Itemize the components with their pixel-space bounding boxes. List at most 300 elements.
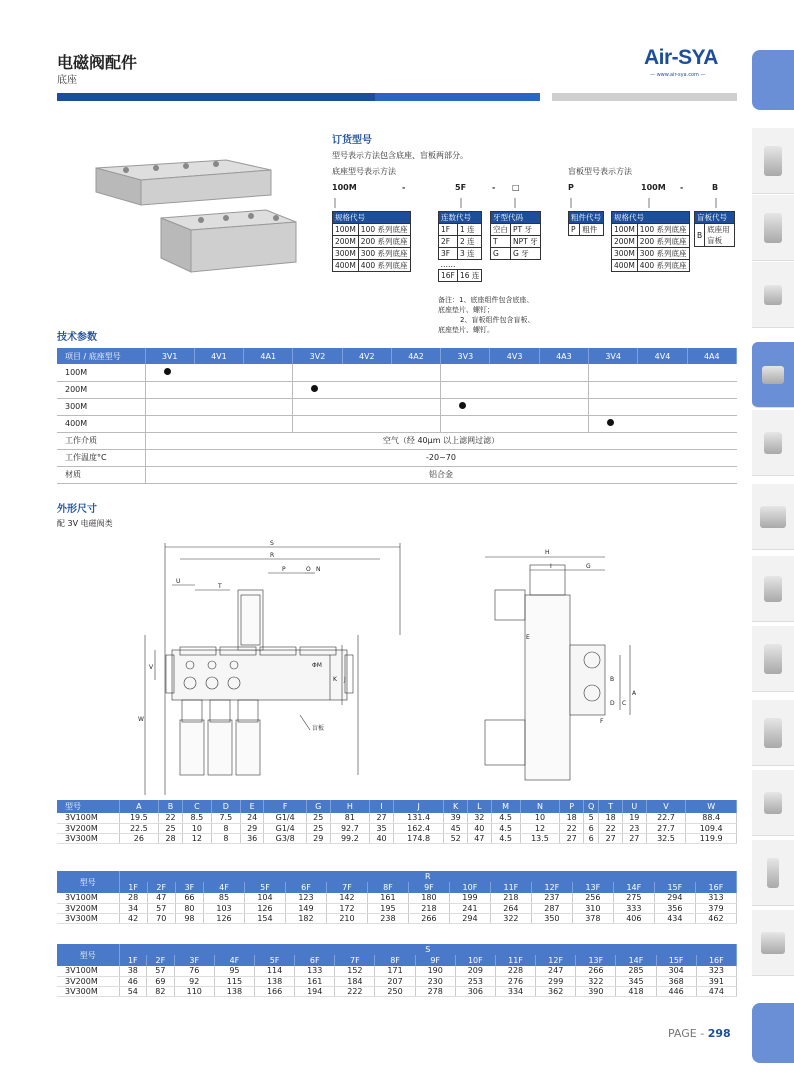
tech-spec-table	[57, 348, 737, 484]
table-cell: 182	[285, 913, 326, 923]
table-cell: 22	[560, 823, 584, 833]
dim-col-1: 2F	[147, 955, 175, 966]
dim-col-16: Q	[583, 800, 598, 813]
table-cell: 123	[285, 893, 326, 903]
table-cell: 45	[444, 823, 468, 833]
table-cell: 22.5	[119, 823, 159, 833]
table-row	[57, 986, 737, 996]
dims-heading: 外形尺寸	[57, 504, 97, 515]
table-cell: 180	[408, 893, 449, 903]
table-cell: 36	[240, 833, 264, 843]
table-cell: 264	[490, 903, 531, 913]
base-code-sep: -	[402, 183, 406, 192]
dim-col-8: 9F	[408, 882, 449, 893]
tech-col-12: 4A4	[687, 348, 736, 364]
side-nav-regulator[interactable]	[752, 262, 794, 328]
dim-label-h: H	[545, 549, 550, 556]
table-cell: 166	[255, 986, 295, 996]
table-cell: 278	[415, 986, 455, 996]
actuator-icon	[764, 718, 782, 748]
dim-col-6: F	[264, 800, 306, 813]
table-cell: 7.5	[211, 813, 240, 823]
table-cell: 3V300M	[57, 986, 119, 996]
table-cell: 25	[306, 813, 330, 823]
table-cell: 266	[576, 966, 616, 976]
table-cell: 247	[536, 966, 576, 976]
table-cell: 104	[245, 893, 286, 903]
table-cell: 174.8	[393, 833, 443, 843]
base-code-sep2: -	[492, 183, 496, 192]
tech-cell	[441, 398, 589, 415]
tech-cell	[441, 415, 589, 432]
table-cell: G1/4	[264, 823, 306, 833]
table-cell: 3V100M	[57, 813, 119, 823]
dim-col-14: N	[520, 800, 560, 813]
applicable-dot	[164, 368, 171, 375]
dim-col-7: 8F	[367, 882, 408, 893]
table-cell: 218	[408, 903, 449, 913]
table-cell: 27	[623, 833, 647, 843]
order-heading: 订货型号	[332, 135, 372, 146]
page-subtitle: 底座	[57, 75, 77, 86]
count-code-table: 连数代号 1F 1 连 2F 2 连 3F 3 连 …… 16F 16 连	[438, 211, 482, 282]
valve-icon	[764, 432, 782, 454]
filter-bowl-icon	[764, 213, 782, 243]
table-cell: 103	[204, 903, 245, 913]
table-cell: 275	[613, 893, 654, 903]
table-cell: 152	[335, 966, 375, 976]
table-cell: 306	[455, 986, 495, 996]
pump-icon	[764, 576, 782, 602]
table-cell: 119.9	[686, 833, 737, 843]
blind-code-sep: -	[680, 183, 684, 192]
table-cell: 230	[415, 976, 455, 986]
side-nav-actuator[interactable]	[752, 700, 794, 766]
table-cell: 266	[408, 913, 449, 923]
table-cell: 406	[613, 913, 654, 923]
blind-method-label: 盲板型号表示方法	[568, 167, 632, 176]
dim-label-f: F	[600, 718, 604, 725]
dim-col-11: K	[444, 800, 468, 813]
dim-col-4: 5F	[245, 882, 286, 893]
tech-col-0: 项目 / 底座型号	[57, 348, 145, 364]
table-cell: 241	[449, 903, 490, 913]
table-cell: 92	[174, 976, 214, 986]
table-cell: 462	[695, 913, 736, 923]
table-cell: 161	[295, 976, 335, 986]
table-row	[57, 813, 737, 823]
table-cell: 3V100M	[57, 966, 119, 976]
table-cell: 313	[695, 893, 736, 903]
tech-row-label: 400M	[57, 415, 145, 432]
dim-label-j: J	[344, 676, 346, 683]
base-code-count: 5F	[455, 183, 467, 192]
side-nav-pump[interactable]	[752, 556, 794, 622]
table-cell: 47	[467, 833, 491, 843]
tech-col-6: 4A2	[391, 348, 440, 364]
table-row	[57, 893, 737, 903]
table-cell: 334	[495, 986, 535, 996]
base-code-thread: □	[512, 183, 520, 192]
solenoid-valve-icon	[762, 366, 784, 384]
page-number: PAGE - 298	[668, 1027, 731, 1040]
table-cell: 95	[214, 966, 254, 976]
side-nav-solenoid[interactable]	[752, 342, 794, 408]
dims-table-s: 型号 S 1F 2F 3F 4F 5F 6F 7F 8F 9F 10F 11F 12F 13F 14F 15F 16F 3V100M 38 57 76 95 114 133 152 171 190 209 228 247 266 285 304 323 3V200M 46 69 92 115 138 161 184 207 230 253 276 299 322 345 368 391 3V300M 54 82 110 138 166 194 222 250 278 306 334 362 390 418 446 474	[57, 944, 737, 997]
table-cell: 237	[531, 893, 572, 903]
table-cell: 18	[560, 813, 584, 823]
tool-icon	[761, 932, 785, 954]
table-cell: 54	[119, 986, 147, 996]
table-cell: 10	[182, 823, 211, 833]
dim-col-8: 9F	[415, 955, 455, 966]
dim-label-n: N	[316, 566, 321, 573]
table-cell: 29	[240, 823, 264, 833]
spec-code-head: 规格代号	[333, 212, 411, 224]
table-cell: 253	[455, 976, 495, 986]
tech-cell	[293, 364, 441, 381]
tech-cell	[589, 398, 737, 415]
table-cell: 29	[306, 833, 330, 843]
side-tab-bottom[interactable]	[752, 1003, 794, 1063]
applicable-dot	[459, 402, 466, 409]
table-cell: 209	[455, 966, 495, 976]
thread-code-table: 牙型代码 空白 PT 牙 T NPT 牙 G G 牙	[490, 211, 541, 260]
table-cell: 142	[326, 893, 367, 903]
tech-row-label: 工作介质	[57, 432, 145, 449]
dim-col-12: 13F	[572, 882, 613, 893]
dim-col-13: 14F	[616, 955, 656, 966]
table-cell: 22	[599, 823, 623, 833]
table-cell: 149	[285, 903, 326, 913]
tech-cell	[145, 398, 293, 415]
table-cell: 434	[654, 913, 695, 923]
tech-row	[57, 364, 737, 381]
table-cell: 25	[306, 823, 330, 833]
dim-col-9: 10F	[455, 955, 495, 966]
table-cell: 6	[583, 823, 598, 833]
applicable-dot	[607, 419, 614, 426]
applicable-dot	[311, 385, 318, 392]
dim-col-5: E	[240, 800, 264, 813]
table-cell: 161	[367, 893, 408, 903]
blind-spec-table: 规格代号 100M 100 系列底座 200M 200 系列底座 300M 300 系列底座 400M 400 系列底座	[611, 211, 690, 272]
table-cell: 115	[214, 976, 254, 986]
table-cell: 18	[599, 813, 623, 823]
tech-col-3: 4A1	[244, 348, 293, 364]
table-cell: 207	[375, 976, 415, 986]
tech-row-value: 铝合金	[145, 466, 737, 483]
table-cell: 70	[147, 913, 175, 923]
table-cell: 256	[572, 893, 613, 903]
table-cell: 27	[599, 833, 623, 843]
dim-col-3: 4F	[204, 882, 245, 893]
table-cell: 38	[119, 966, 147, 976]
table-cell: 57	[147, 903, 175, 913]
table-cell: 162.4	[393, 823, 443, 833]
table-cell: 46	[119, 976, 147, 986]
table-cell: 3V300M	[57, 833, 119, 843]
table-cell: 8	[211, 833, 240, 843]
dim-label-t: T	[218, 583, 222, 590]
dim-label-s: S	[270, 540, 274, 547]
tech-row	[57, 398, 737, 415]
dims-table-r: 型号 R 1F 2F 3F 4F 5F 6F 7F 8F 9F 10F 11F 12F 13F 14F 15F 16F 3V100M 28 47 66 85 104 123 142 161 180 199 218 237 256 275 294 313 3V200M 34 57 80 103 126 149 172 195 218 241 264 287 310 333 356 379 3V300M 42 70 98 126 154 182 210 238 266 294 322 350 378 406 434 462	[57, 871, 737, 924]
dim-col-1: 2F	[147, 882, 175, 893]
table-cell: 310	[572, 903, 613, 913]
table-cell: 238	[367, 913, 408, 923]
table-cell: 34	[119, 903, 147, 913]
table-cell: 42	[119, 913, 147, 923]
table-cell: 304	[656, 966, 696, 976]
table-cell: 287	[531, 903, 572, 913]
brand-url: — www.air-sya.com —	[650, 72, 706, 78]
side-nav-valve-3[interactable]	[752, 484, 794, 550]
fitting-icon	[764, 792, 782, 814]
table-cell: 131.4	[393, 813, 443, 823]
table-cell: 66	[175, 893, 203, 903]
dim-col-20: W	[686, 800, 737, 813]
table-cell: 6	[583, 833, 598, 843]
blind-code-plate: B	[712, 183, 719, 192]
dim-label-i: I	[550, 563, 552, 570]
tech-row-value: -20~70	[145, 449, 737, 466]
filter-icon	[764, 146, 782, 176]
tech-cell	[145, 381, 293, 398]
tech-heading: 技术参数	[57, 332, 97, 343]
table-cell: 345	[616, 976, 656, 986]
table-row	[57, 823, 737, 833]
table-cell: 210	[326, 913, 367, 923]
dim-col-19: V	[646, 800, 686, 813]
dim-col-14: 15F	[656, 955, 696, 966]
dim-col-12: L	[467, 800, 491, 813]
tech-col-2: 4V1	[194, 348, 243, 364]
tech-col-5: 4V2	[342, 348, 391, 364]
table-cell: 69	[147, 976, 175, 986]
table-cell: 294	[449, 913, 490, 923]
dim-col-5: 6F	[285, 882, 326, 893]
table-cell: 154	[245, 913, 286, 923]
table-cell: 110	[174, 986, 214, 996]
table-cell: 92.7	[330, 823, 370, 833]
table-cell: 194	[295, 986, 335, 996]
side-nav-filter-2[interactable]	[752, 195, 794, 261]
dim-col-6: 7F	[326, 882, 367, 893]
manifold-icon	[760, 506, 786, 528]
table-cell: 4.5	[491, 823, 520, 833]
dim-col-0: 1F	[119, 955, 147, 966]
table-cell: 12	[182, 833, 211, 843]
table-cell: 379	[695, 903, 736, 913]
table-cell: 98	[175, 913, 203, 923]
table-cell: 368	[656, 976, 696, 986]
table-cell: 12	[520, 823, 560, 833]
dim-label-m: ΦM	[312, 662, 322, 669]
side-tab-top[interactable]	[752, 50, 794, 110]
table-row	[57, 976, 737, 986]
tech-cell	[145, 415, 293, 432]
table-cell: 333	[613, 903, 654, 913]
side-nav-fitting[interactable]	[752, 770, 794, 836]
table-cell: 195	[367, 903, 408, 913]
table-cell: 8	[211, 823, 240, 833]
table-cell: 218	[490, 893, 531, 903]
table-cell: 22	[159, 813, 183, 823]
table-cell: 109.4	[686, 823, 737, 833]
table-cell: 446	[656, 986, 696, 996]
tech-cell	[293, 398, 441, 415]
dim-label-p: P	[282, 566, 286, 573]
tech-cell	[441, 364, 589, 381]
brand-logo: Air-SYA	[644, 46, 718, 69]
blind-code-spec: 100M	[641, 183, 666, 192]
table-cell: 133	[295, 966, 335, 976]
table-cell: 3V200M	[57, 823, 119, 833]
table-row	[57, 833, 737, 843]
table-cell: 184	[335, 976, 375, 986]
table-cell: 23	[623, 823, 647, 833]
table-cell: 294	[654, 893, 695, 903]
dim-col-10: 11F	[490, 882, 531, 893]
dim-label-g: G	[586, 563, 591, 570]
table-cell: 126	[204, 913, 245, 923]
dim-col-13: 14F	[613, 882, 654, 893]
cylinder-icon	[764, 644, 782, 674]
dim-col-9: I	[370, 800, 394, 813]
dim-col-2: 3F	[175, 882, 203, 893]
dim-col-12: 13F	[576, 955, 616, 966]
table-cell: 3V300M	[57, 913, 119, 923]
table-cell: 114	[255, 966, 295, 976]
tech-cell	[589, 364, 737, 381]
table-cell: 39	[444, 813, 468, 823]
table-cell: 356	[654, 903, 695, 913]
table-cell: 4.5	[491, 813, 520, 823]
dim-col-11: 12F	[536, 955, 576, 966]
tech-row-label: 300M	[57, 398, 145, 415]
table-cell: 172	[326, 903, 367, 913]
tech-row-label: 工作温度°C	[57, 449, 145, 466]
table-cell: 85	[204, 893, 245, 903]
dim-label-v: V	[149, 664, 154, 671]
table-cell: 47	[147, 893, 175, 903]
dim-col-18: U	[623, 800, 647, 813]
tech-row	[57, 415, 737, 432]
dim-col-15: 16F	[695, 882, 736, 893]
dim-col-10: 11F	[495, 955, 535, 966]
side-nav-cylinder[interactable]	[752, 626, 794, 692]
tech-row	[57, 432, 737, 449]
tech-cell	[293, 381, 441, 398]
dim-col-4: D	[211, 800, 240, 813]
dim-col-5: 6F	[295, 955, 335, 966]
tech-cell	[145, 364, 293, 381]
table-cell: 3V100M	[57, 893, 119, 903]
table-row	[57, 966, 737, 976]
tech-cell	[589, 415, 737, 432]
base-code-spec: 100M	[332, 183, 357, 192]
table-cell: 32	[467, 813, 491, 823]
dim-col-7: 8F	[375, 955, 415, 966]
dim-label-b: B	[610, 676, 615, 683]
table-cell: 199	[449, 893, 490, 903]
spec-code-table: 规格代号 100M 100 系列底座 200M 200 系列底座 300M 300 系列底座 400M 400 系列底座	[332, 211, 411, 272]
side-nav-silencer[interactable]	[752, 840, 794, 906]
table-cell: 474	[696, 986, 736, 996]
tech-col-8: 4V3	[490, 348, 539, 364]
count-code-head: 连数代号	[439, 212, 482, 224]
tech-col-1: 3V1	[145, 348, 194, 364]
table-cell: 27.7	[646, 823, 686, 833]
tech-row	[57, 466, 737, 483]
table-cell: 13.5	[520, 833, 560, 843]
tech-cell	[589, 381, 737, 398]
dim-label-a: A	[632, 690, 637, 697]
dimension-drawing	[100, 535, 640, 795]
table-cell: 52	[444, 833, 468, 843]
table-cell: 362	[536, 986, 576, 996]
table-cell: 27	[370, 813, 394, 823]
tech-row-label: 100M	[57, 364, 145, 381]
table-cell: G1/4	[264, 813, 306, 823]
dim-label-blind: 盲板	[312, 725, 325, 732]
dim-col-10: J	[393, 800, 443, 813]
regulator-icon	[764, 285, 782, 305]
dim-col-0: 型号	[57, 800, 119, 813]
dim-label-r: R	[270, 552, 275, 559]
dim-label-d: D	[610, 700, 615, 707]
table-cell: 99.2	[330, 833, 370, 843]
dim-col-7: G	[306, 800, 330, 813]
tech-col-10: 3V4	[589, 348, 638, 364]
tech-col-7: 3V3	[441, 348, 490, 364]
side-nav-filter-1[interactable]	[752, 128, 794, 194]
table-cell: 323	[696, 966, 736, 976]
table-cell: 228	[495, 966, 535, 976]
dim-col-4: 5F	[255, 955, 295, 966]
header-bar-accent	[375, 93, 540, 101]
table-cell: 32.5	[646, 833, 686, 843]
dim-col-9: 10F	[449, 882, 490, 893]
table-cell: 390	[576, 986, 616, 996]
blind-part-table: 粗件代号 P 粗件	[568, 211, 604, 236]
side-nav-tool[interactable]	[752, 910, 794, 976]
table-cell: 88.4	[686, 813, 737, 823]
blind-code-part: P	[568, 183, 574, 192]
table-cell: 126	[245, 903, 286, 913]
table-cell: 391	[696, 976, 736, 986]
table-cell: 22.7	[646, 813, 686, 823]
table-cell: 378	[572, 913, 613, 923]
tech-row	[57, 449, 737, 466]
dim-col-3: 4F	[214, 955, 254, 966]
table-cell: 82	[147, 986, 175, 996]
tech-cell	[441, 381, 589, 398]
dim-label-u: U	[176, 578, 181, 585]
table-cell: G3/8	[264, 833, 306, 843]
dim-label-k: K	[333, 676, 337, 683]
table-cell: 222	[335, 986, 375, 996]
dim-col-17: T	[599, 800, 623, 813]
table-cell: 299	[536, 976, 576, 986]
table-row	[57, 903, 737, 913]
table-cell: 350	[531, 913, 572, 923]
dims-sub: 配 3V 电磁阀类	[57, 519, 113, 528]
side-nav-valve-2[interactable]	[752, 410, 794, 476]
dim-col-0: 1F	[119, 882, 147, 893]
dims-table-1	[57, 800, 737, 844]
